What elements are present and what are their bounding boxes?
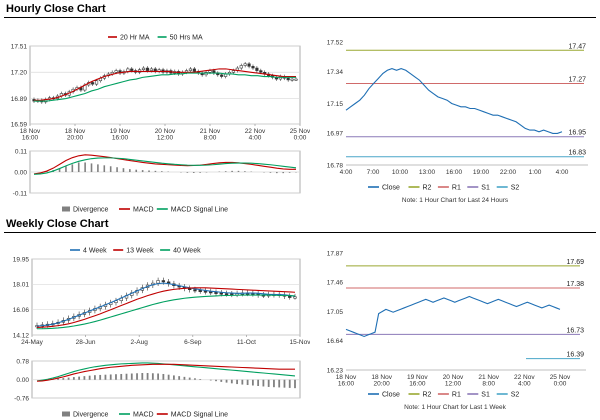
hourly-price-xlabel2-0: 16:00: [21, 134, 39, 142]
hourly-lv-xtick-3: 13:00: [418, 169, 436, 176]
hourly-price-xlabel-4: 21 Nov: [199, 128, 221, 135]
hourly-level-label-r2: 17.47: [568, 43, 586, 51]
hourly-left-column: [0, 20, 310, 215]
hourly-left-chart: [0, 20, 310, 215]
weekly-lv-ytick-0: 16.23: [326, 367, 343, 375]
weekly-ma-legend-label-0: 4 Week: [83, 247, 107, 255]
weekly-level-label-r1: 17.38: [566, 280, 584, 288]
hourly-price-xlabel-0: 18 Nov: [19, 128, 41, 135]
hourly-level-label-s2: 16.83: [568, 149, 586, 157]
hourly-macd-legend-label-2: MACD Signal Line: [170, 206, 229, 214]
hourly-lv-xtick-4: 16:00: [445, 169, 463, 176]
weekly-levels-legend-label-2: R1: [451, 391, 461, 399]
hourly-levels-pane: [327, 39, 588, 176]
weekly-price-xlabel-3: 6-Sep: [184, 339, 202, 346]
weekly-price-pane: [13, 248, 310, 347]
hourly-price-xlabel-6: 25 Nov: [289, 128, 310, 135]
hourly-macd-legend-label-0: Divergence: [73, 206, 109, 214]
weekly-lv-xtick-4: 21 Nov: [478, 374, 499, 381]
weekly-level-label-r2: 17.69: [566, 258, 584, 266]
weekly-price-xlabel-1: 28-Jun: [75, 339, 96, 346]
hourly-level-label-s1: 16.95: [568, 129, 586, 137]
hourly-lv-ytick-2: 17.15: [326, 100, 343, 108]
weekly-macd-ytick-1: 0.00: [16, 377, 29, 385]
weekly-price-xlabel-5: 15-Nov: [289, 339, 310, 346]
weekly-price-ytick-1: 16.06: [12, 307, 29, 315]
weekly-left-chart: [0, 235, 310, 420]
weekly-macd-legend-label-0: Divergence: [73, 411, 109, 419]
hourly-levels-legend-label-1: R2: [422, 184, 432, 192]
weekly-levels-legend-label-1: R2: [422, 391, 432, 399]
hourly-ma-legend-label-0: 20 Hr MA: [120, 34, 150, 42]
weekly-ma-legend-label-2: 40 Week: [173, 247, 201, 255]
weekly-right-chart: [310, 235, 600, 420]
weekly-left-column: [0, 235, 310, 420]
hourly-right-chart: [310, 20, 600, 215]
hourly-levels-legend-label-4: S2: [510, 184, 520, 192]
hourly-price-xlabel-5: 22 Nov: [244, 128, 266, 135]
hourly-price-xlabel-2: 19 Nov: [109, 128, 131, 135]
hourly-price-pane: [11, 35, 310, 142]
weekly-lv-xtick-1: 18 Nov: [371, 374, 392, 381]
weekly-macd-legend-label-1: MACD: [133, 411, 154, 419]
weekly-macd-pane: [14, 358, 300, 402]
hourly-macd-pane: [13, 148, 300, 197]
hourly-macd-legend-label-1: MACD: [133, 206, 154, 214]
hourly-price-xlabel2-3: 12:00: [156, 134, 174, 142]
hourly-lv-xtick-6: 22:00: [499, 169, 517, 176]
hourly-lv-ytick-1: 16.97: [326, 130, 343, 138]
weekly-price-ytick-0: 14.12: [12, 332, 29, 340]
weekly-levels-note: Note: 1 Hour Chart for Last 1 Week: [404, 404, 506, 411]
weekly-levels-pane: [327, 250, 586, 387]
hourly-price-ytick-1: 16.89: [10, 95, 27, 103]
weekly-levels-legend-label-0: Close: [382, 391, 400, 399]
weekly-price-ytick-3: 19.95: [12, 256, 29, 264]
weekly-lv-xtick-3: 20 Nov: [442, 374, 464, 381]
weekly-lv-xtick-6: 25 Nov: [549, 374, 571, 381]
hourly-lv-xtick-7: 1:00: [528, 169, 542, 176]
weekly-level-label-s1: 16.73: [566, 327, 584, 335]
weekly-price-xlabel-0: 24-May: [21, 339, 43, 346]
weekly-price-xlabel-4: 11-Oct: [236, 339, 256, 346]
hourly-ma-legend-label-1: 50 Hrs MA: [169, 34, 203, 42]
hourly-price-xlabel2-6: 0:00: [293, 134, 307, 142]
hourly-macd-ytick-0: -0.11: [12, 190, 27, 198]
weekly-lv-xtick2-4: 8:00: [482, 380, 495, 388]
hourly-levels-legend-label-2: R1: [451, 184, 461, 192]
weekly-lv-ytick-3: 17.46: [326, 279, 343, 287]
hourly-lv-ytick-4: 17.52: [326, 39, 343, 47]
hourly-price-xlabel2-4: 8:00: [203, 134, 217, 142]
hourly-lv-xtick-5: 19:00: [472, 169, 490, 176]
hourly-lv-xtick-2: 10:00: [391, 169, 409, 176]
hourly-lv-ytick-3: 17.34: [326, 69, 343, 77]
weekly-levels-legend-label-3: S1: [481, 391, 490, 399]
hourly-price-xlabel2-5: 4:00: [248, 134, 262, 142]
hourly-lv-ytick-0: 16.78: [326, 162, 343, 170]
weekly-right-column: [310, 235, 600, 420]
hourly-price-xlabel-1: 18 Nov: [64, 128, 86, 135]
weekly-lv-xtick-2: 19 Nov: [407, 374, 428, 381]
weekly-lv-xtick-5: 22 Nov: [514, 374, 535, 381]
hourly-section-title: Hourly Close Chart: [6, 3, 106, 15]
weekly-lv-xtick2-1: 20:00: [373, 380, 390, 388]
weekly-lv-xtick2-6: 0:00: [553, 380, 567, 388]
weekly-lv-ytick-4: 17.87: [326, 250, 343, 258]
weekly-level-label-s2: 16.39: [566, 351, 584, 359]
weekly-close-line: [346, 297, 560, 337]
weekly-section-title: Weekly Close Chart: [6, 218, 109, 230]
hourly-price-ytick-3: 17.51: [10, 43, 27, 51]
hourly-price-xlabel-3: 20 Nov: [154, 128, 176, 135]
weekly-price-ytick-2: 18.01: [12, 281, 29, 289]
hourly-macd-ytick-2: 0.11: [14, 148, 27, 156]
weekly-lv-xtick2-2: 16:00: [409, 380, 426, 388]
weekly-lv-xtick-0: 18 Nov: [335, 374, 357, 381]
hourly-price-xlabel2-2: 16:00: [111, 134, 129, 142]
hourly-close-line: [346, 69, 562, 134]
hourly-price-ytick-2: 17.20: [10, 69, 27, 77]
hourly-macd-ytick-1: 0.00: [14, 169, 27, 177]
hourly-level-label-r1: 17.27: [568, 76, 586, 84]
weekly-lv-ytick-2: 17.05: [326, 308, 343, 316]
hourly-macd-legend-swatch-0: [62, 207, 70, 212]
weekly-price-xlabel-2: 2-Aug: [130, 339, 148, 346]
weekly-lv-ytick-1: 16.64: [326, 338, 343, 346]
weekly-lv-xtick2-0: 16:00: [337, 380, 355, 388]
hourly-price-xlabel2-1: 20:00: [66, 134, 84, 142]
weekly-macd-ytick-0: -0.76: [14, 395, 29, 403]
weekly-lv-xtick2-5: 4:00: [518, 380, 531, 388]
weekly-macd-legend-swatch-0: [62, 412, 70, 417]
hourly-levels-legend-label-0: Close: [382, 184, 400, 192]
hourly-right-column: [310, 20, 600, 215]
hourly-lv-xtick-8: 4:00: [555, 169, 569, 176]
hourly-price-ytick-0: 16.59: [10, 121, 27, 129]
hourly-section-divider: [4, 17, 596, 18]
hourly-levels-legend-label-3: S1: [481, 184, 490, 192]
weekly-macd-legend-label-2: MACD Signal Line: [170, 411, 229, 419]
hourly-levels-note: Note: 1 Hour Chart for Last 24 Hours: [401, 197, 509, 204]
weekly-section: [0, 215, 600, 420]
hourly-lv-xtick-1: 7:00: [366, 169, 380, 176]
weekly-macd-ytick-2: 0.78: [16, 358, 29, 366]
hourly-lv-xtick-0: 4:00: [339, 169, 353, 176]
weekly-section-divider: [4, 232, 596, 233]
weekly-ma-legend-label-1: 13 Week: [126, 247, 154, 255]
weekly-lv-xtick2-3: 12:00: [444, 380, 462, 388]
weekly-levels-legend-label-4: S2: [510, 391, 520, 399]
